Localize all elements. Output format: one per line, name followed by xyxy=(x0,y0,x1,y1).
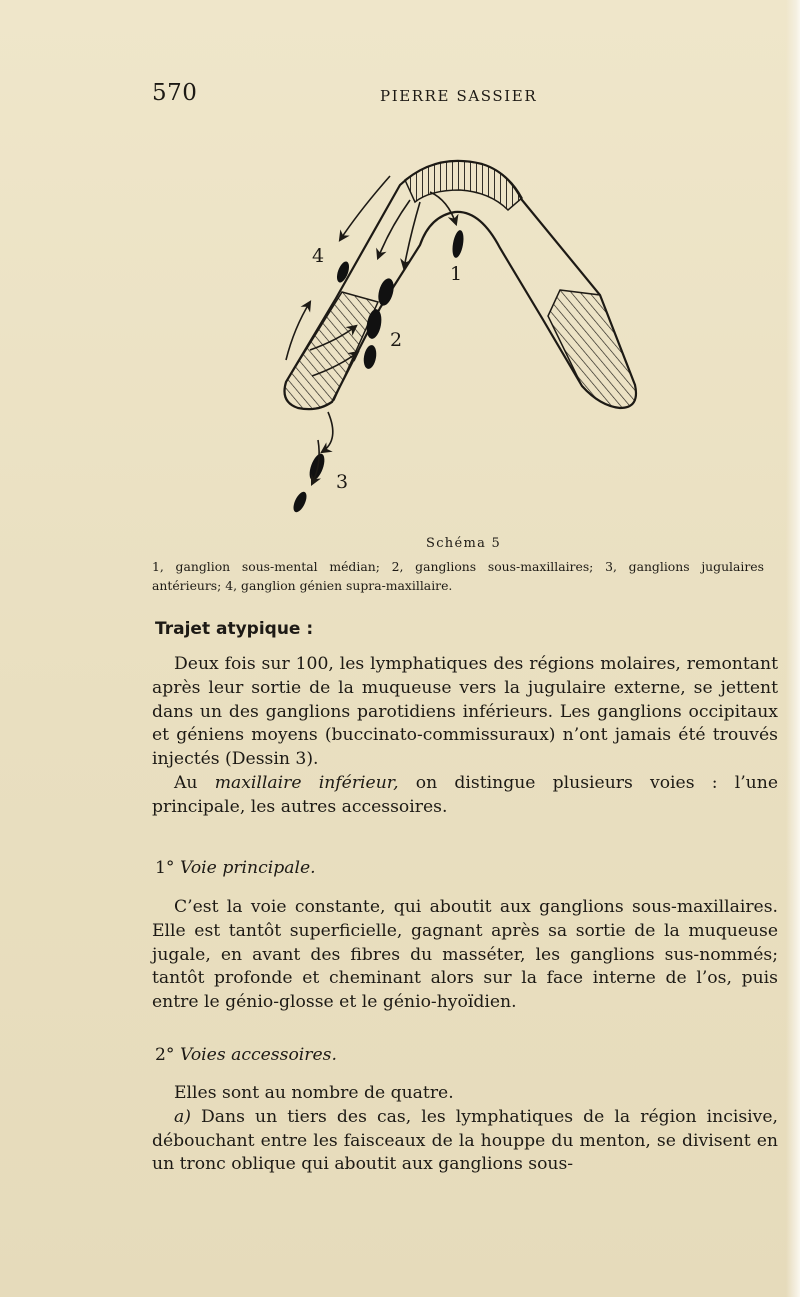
left-molar-region xyxy=(285,292,379,409)
paragraph-a-text: Dans un tiers des cas, les lymphatiques de la région incisive, débouchant entre les faisceaux de la houppe du menton, se divisent en un tronc oblique qui aboutit aux ganglions sous- xyxy=(152,1106,778,1175)
subheading-principal-title: Voie principale. xyxy=(180,858,316,878)
subheading-principal-number: 1° xyxy=(155,858,175,878)
label-1: 1 xyxy=(450,263,463,285)
running-title: PIERRE SASSIER xyxy=(380,87,538,105)
schema-figure xyxy=(260,140,660,530)
figure-caption-title: Schéma 5 xyxy=(426,536,502,551)
paragraph-mandible-italic: maxillaire inférieur, xyxy=(214,772,399,793)
ganglion-3a xyxy=(307,452,328,482)
page-number: 570 xyxy=(152,80,198,106)
page-edge xyxy=(786,0,800,1297)
path-to-3 xyxy=(322,412,333,452)
subheading-accessory-title: Voies accessoires. xyxy=(180,1045,337,1065)
ganglion-2c xyxy=(362,344,378,370)
incisive-region xyxy=(405,161,522,210)
schema-diagram xyxy=(260,140,660,530)
paragraph-principal: C’est la voie constante, qui aboutit aux ganglions sous-maxillaires. Elle est tantôt superficielle, gagnant après sa sortie de la muqueuse jugale, en avant des fibres du masséter, les ganglions sus-nommés; tantôt profonde et cheminant alors sur la face interne de l’os, puis entre le génio-glosse et le génio-hyoïdien. xyxy=(152,897,778,1013)
section-heading: Trajet atypique : xyxy=(155,619,314,639)
paragraph-mandible xyxy=(152,772,778,820)
ganglion-2a xyxy=(376,277,397,308)
paragraph-atypical: Deux fois sur 100, les lymphatiques des régions molaires, remontant après leur sortie de la muqueuse vers la jugulaire externe, se jettent dans un des ganglions parotidiens inférieurs. Les ganglions occipitaux et géniens moyens (buccinato-commissuraux) n’ont jamais été trouvés injectés (Dessin 3). xyxy=(152,654,778,770)
figure-caption-text: 1, ganglion sous-mental médian; 2, ganglions sous-maxillaires; 3, ganglions jugulaires antérieurs; 4, ganglion génien supra-maxillaire. xyxy=(152,559,764,593)
ganglion-4 xyxy=(335,260,352,284)
paragraph-a-label: a) xyxy=(174,1106,191,1127)
paragraph-mandible-rest: on distingue plusieurs voies : l’une principale, les autres accessoires. xyxy=(152,772,778,817)
paragraph-count: Elles sont au nombre de quatre. xyxy=(174,1083,454,1103)
label-2: 2 xyxy=(390,329,403,351)
paragraph-mandible-lead: Au xyxy=(174,772,215,793)
label-4: 4 xyxy=(312,245,325,267)
paragraph-a xyxy=(152,1106,778,1177)
path-to-1 xyxy=(430,192,456,224)
body-block-3 xyxy=(152,1082,778,1177)
path-to-2-a xyxy=(378,200,410,258)
subheading-accessory-number: 2° xyxy=(155,1045,175,1065)
ganglion-3b xyxy=(291,490,309,514)
label-3: 3 xyxy=(336,471,349,493)
body-block-1 xyxy=(152,653,778,820)
subheading-principal xyxy=(155,858,316,878)
subheading-accessory xyxy=(155,1045,337,1065)
body-block-2 xyxy=(152,896,778,1015)
path-to-4 xyxy=(340,176,390,240)
ganglion-1 xyxy=(451,229,466,258)
